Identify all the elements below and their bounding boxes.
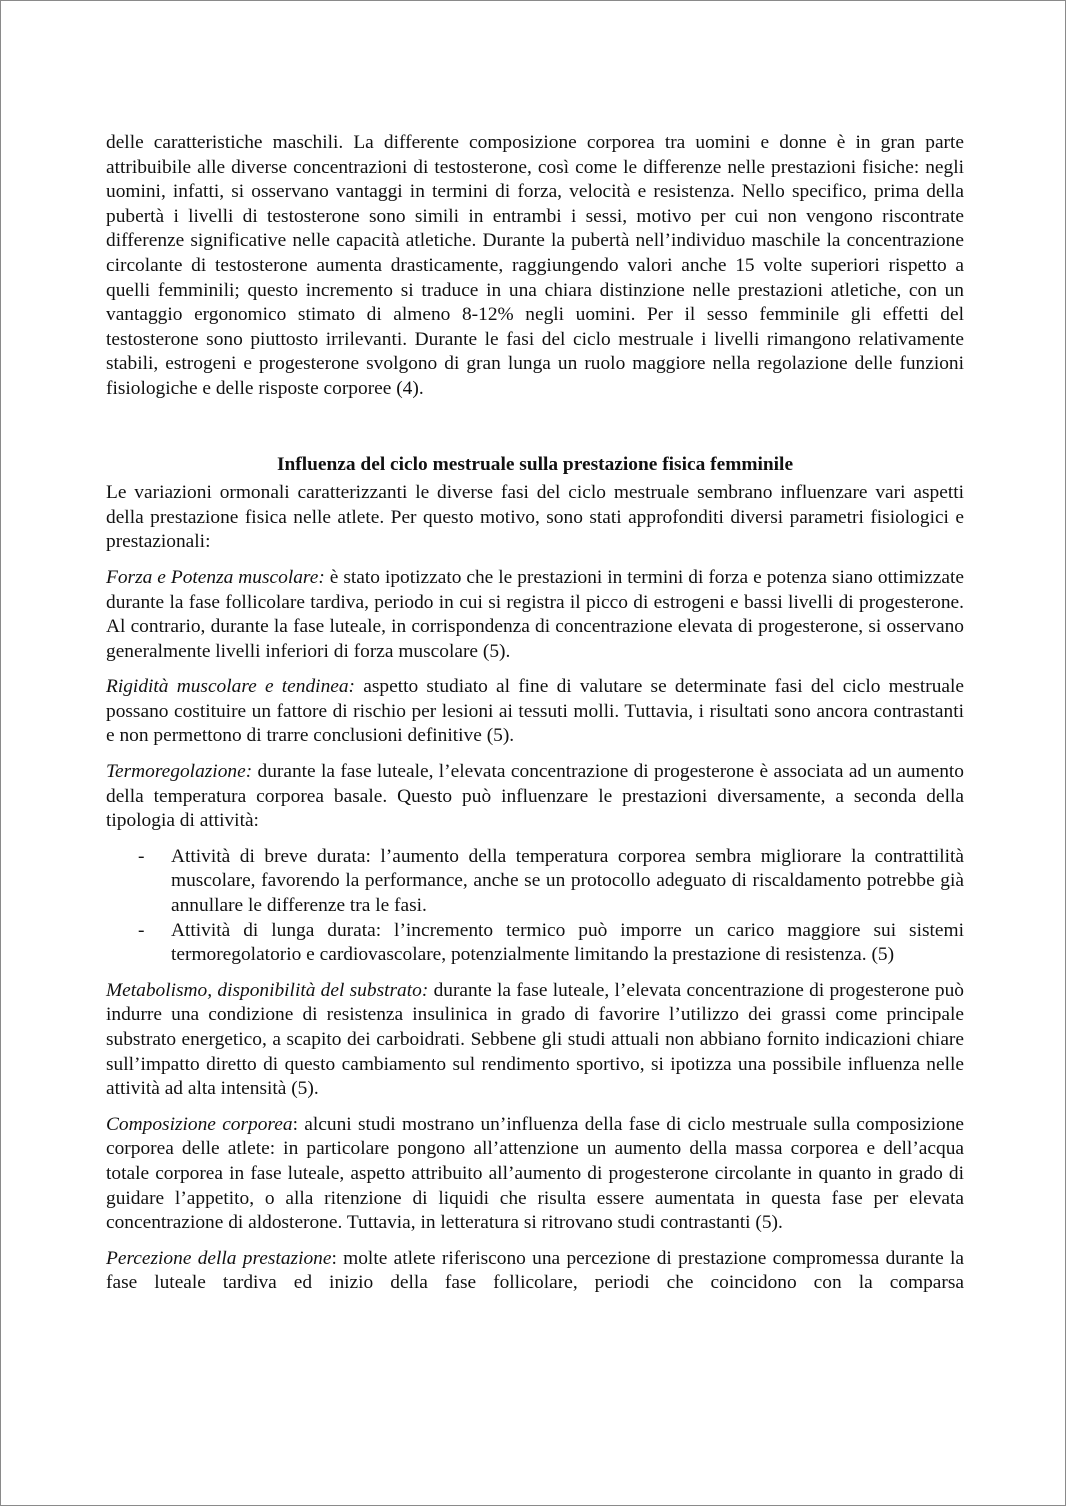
section-heading: Influenza del ciclo mestruale sulla prestazione fisica femminile [276, 453, 794, 475]
bullet-marker: - [138, 845, 145, 867]
paragraph-lead: Termoregolazione: [106, 761, 253, 783]
paragraph-percezione [106, 1247, 964, 1296]
paragraph-metabolismo [106, 979, 964, 1102]
section-intro-paragraph: Le variazioni ormonali caratterizzanti le diverse fasi del ciclo mestruale sembrano influenzare vari aspetti della prestazione fisica nelle atlete. Per questo motivo, sono stati approfonditi diversi parametri fisiologici e prestazionali: [106, 482, 964, 553]
paragraph-lead: Forza e Potenza muscolare: [106, 566, 325, 588]
bullet-marker: - [138, 919, 145, 941]
paragraph-body: durante la fase luteale, l’elevata concentrazione di progesterone è associata ad un aumento della temperatura corporea basale. Questo può influenzare le prestazioni diversamente, a seconda della tipologia di attività: [106, 761, 964, 832]
paragraph-rigidita [106, 675, 964, 749]
list-item [106, 845, 964, 919]
paragraph-body: : molte atlete riferiscono una percezione di prestazione compromessa durante la fase luteale tardiva ed inizio della fase follicolare, periodi che coincidono con la comparsa [106, 1247, 964, 1294]
list-item-text: Attività di breve durata: l’aumento della temperatura corporea sembra migliorare la contrattilità muscolare, favorendo la performance, anche se un protocollo adeguato di riscaldamento potrebbe già annullare le differenze tra le fasi. [171, 845, 964, 917]
paragraph-body: durante la fase luteale, l’elevata concentrazione di progesterone può indurre una condizione di resistenza insulinica in grado di favorire l’utilizzo dei grassi come principale substrato energetico, a scapito dei carboidrati. Sebbene gli studi attuali non abbiano fornito indicazioni chiare sull’impatto diretto di questo cambiamento sul rendimento sportivo, si ipotizza una possibile influenza nelle attività ad alta intensità (5). [106, 979, 964, 1100]
paragraph-lead: Rigidità muscolare e tendinea: [106, 676, 356, 698]
paragraph-lead: Metabolismo, disponibilità del substrato: [106, 979, 429, 1001]
paragraph-body: : alcuni studi mostrano un’influenza della fase di ciclo mestruale sulla composizione corporea delle atlete: in particolare pongono all’attenzione un aumento della massa corporea e dell’acqua totale corporea in fase luteale, aspetto attribuito all’aumento di progesterone circolante in quanto in grado di guidare l’appetito, o alla ritenzione di liquidi che risulta essere aumentata in questa fase per elevata concentrazione di aldosterone. Tuttavia, in letteratura si ritrovano studi contrastanti (5). [106, 1113, 964, 1234]
paragraph-lead: Composizione corporea [106, 1113, 293, 1135]
paragraph-lead: Percezione della prestazione [106, 1247, 332, 1269]
paragraph-forza-potenza [106, 566, 964, 664]
list-item-text: Attività di lunga durata: l’incremento termico può imporre un carico maggiore sui sistemi termoregolatorio e cardiovascolare, potenzialmente limitando la prestazione di resistenza. (5) [171, 919, 964, 966]
page-content [106, 131, 964, 1296]
paragraph-body: è stato ipotizzato che le prestazioni in termini di forza e potenza siano ottimizzate durante la fase follicolare tardiva, periodo in cui si registra il picco di estrogeni e bassi livelli di progesterone. Al contrario, durante la fase luteale, in corrispondenza di concentrazione elevata di progesterone, si osservano generalmente livelli inferiori di forza muscolare (5). [106, 566, 964, 662]
paragraph-composizione [106, 1113, 964, 1236]
intro-paragraph: delle caratteristiche maschili. La differente composizione corporea tra uomini e donne è in gran parte attribuibile alle diverse concentrazioni di testosterone, così come le differenze nelle prestazioni fisiche: negli uomini, infatti, si osservano vantaggi in termini di forza, velocità e resistenza. Nello specifico, prima della pubertà i livelli di testosterone sono simili in entrambi i sessi, motivo per cui non vengono riscontrate differenze significative nelle capacità atletiche. Durante la pubertà nell’individuo maschile la concentrazione circolante di testosterone aumenta drasticamente, raggiungendo valori anche 15 volte superiori rispetto a quelli femminili; questo incremento si traduce in una chiara distinzione nelle prestazioni atletiche, con un vantaggio ergonomico stimato di almeno 8-12% negli uomini. Per il sesso femminile gli effetti del testosterone sono piuttosto irrilevanti. Durante le fasi del ciclo mestruale i livelli rimangono relativamente stabili, estrogeni e progesterone svolgono di gran lunga un ruolo maggiore nella regolazione delle funzioni fisiologiche e delle risposte corporee (4). [106, 132, 964, 399]
list-item [106, 919, 964, 968]
bullet-list [106, 845, 964, 968]
paragraph-body: aspetto studiato al fine di valutare se determinate fasi del ciclo mestruale possano costituire un fattore di rischio per lesioni ai tessuti molli. Tuttavia, i risultati sono ancora contrastanti e non permettono di trarre conclusioni definitive (5). [106, 676, 965, 747]
paragraph-termoregolazione [106, 760, 964, 834]
